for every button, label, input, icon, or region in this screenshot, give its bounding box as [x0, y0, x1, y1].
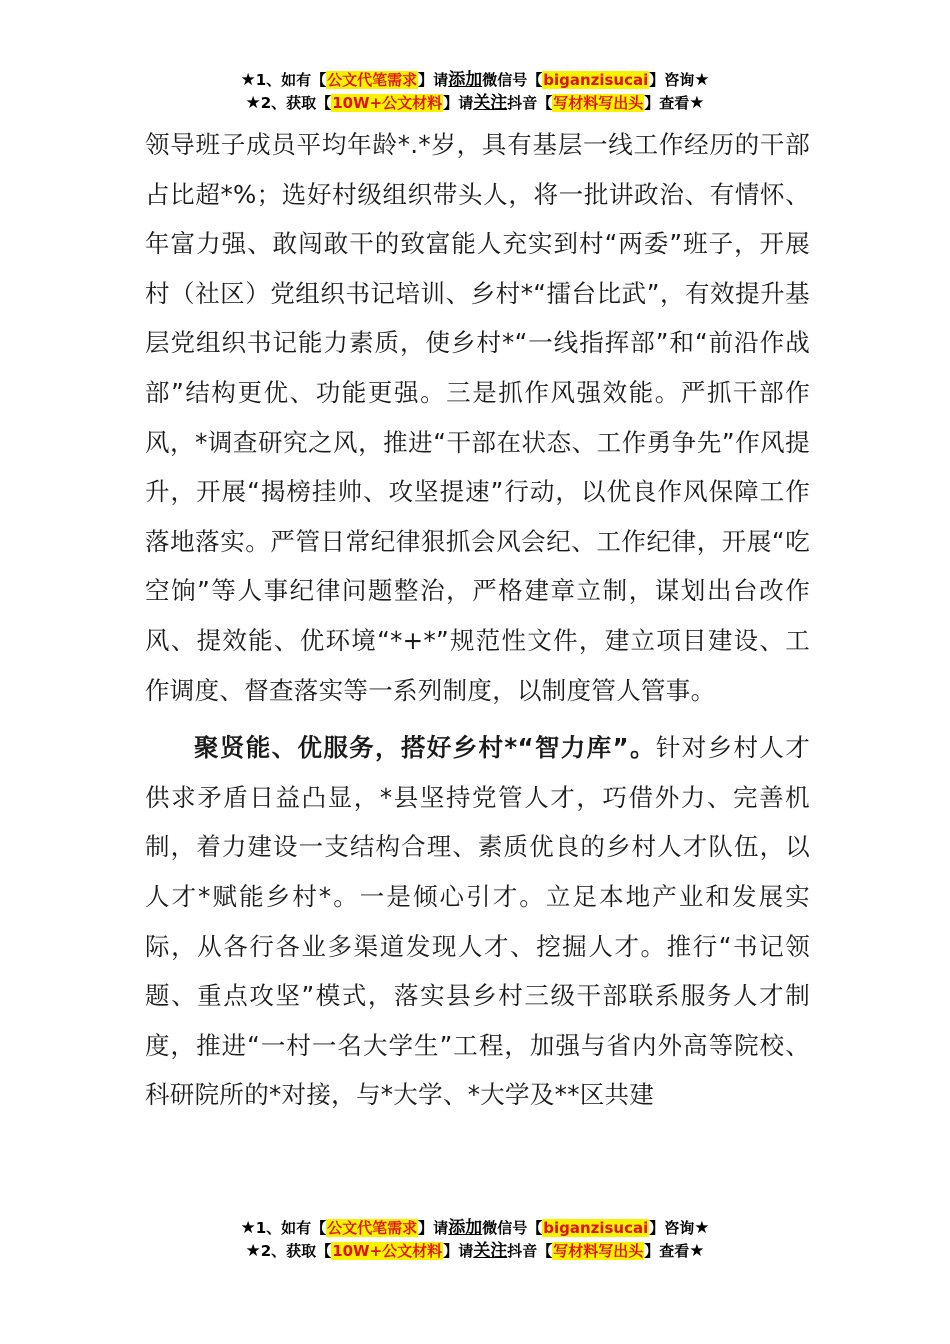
banner-text: 】咨询 [649, 1219, 695, 1237]
banner-highlight-wechat-id: biganzisucai [543, 1219, 649, 1237]
star-icon: ★ [694, 70, 710, 90]
star-icon: ★ [240, 1218, 256, 1238]
banner-highlight-wechat-id: biganzisucai [543, 71, 649, 89]
banner-text: 】请 [443, 94, 474, 112]
banner-text: 】请 [443, 1242, 474, 1260]
banner-text: 】请 [418, 1219, 449, 1237]
banner-underlined-text: 添加 [448, 70, 483, 90]
banner-text: 】请 [418, 71, 449, 89]
banner-underlined-text: 关注 [473, 93, 508, 113]
header-banner-line-2 [0, 92, 950, 115]
banner-highlight: 写材料写出头 [553, 94, 644, 112]
banner-highlight: 10W+公文材料 [332, 1242, 443, 1260]
body-paragraph-1: 领导班子成员平均年龄*.*岁，具有基层一线工作经历的干部占比超*%；选好村级组织带头人，将一批讲政治、有情怀、年富力强、敢闯敢干的致富能人充实到村“两委”班子，开展村（社区）党组织书记培训、乡村*“擂台比武”，有效提升基层党组织书记能力素质，使乡村*“一线指挥部”和“前沿作战部”结构更优、功能更强。三是抓作风强效能。严抓干部作风，*调查研究之风，推进“干部在状态、工作勇争先”作风提升，开展“揭榜挂帅、攻坚提速”行动，以优良作风保障工作落地落实。严管日常纪律狠抓会风会纪、工作纪律，开展“吃空饷”等人事纪律问题整治，严格建章立制，谋划出台改作风、提效能、优环境“*+*”规范性文件，建立项目建设、工作调度、督查落实等一系列制度，以制度管人管事。 [145, 130, 810, 705]
banner-underlined-text: 添加 [448, 1218, 483, 1238]
footer-banner-line-2 [0, 1240, 950, 1263]
banner-highlight: 10W+公文材料 [332, 94, 443, 112]
header-banner-line-1 [0, 69, 950, 92]
banner-highlight: 写材料写出头 [553, 1242, 644, 1260]
star-icon: ★ [245, 93, 261, 113]
paragraph-lead-heading: 聚贤能、优服务，搭好乡村*“智力库”。 [194, 733, 656, 763]
banner-highlight: 公文代笔需求 [327, 71, 418, 89]
header-banner [0, 69, 950, 115]
banner-text: 】咨询 [649, 71, 695, 89]
star-icon: ★ [694, 1218, 710, 1238]
banner-text: 抖音【 [507, 94, 553, 112]
body-paragraph-2 [145, 723, 810, 1120]
banner-underlined-text: 关注 [473, 1241, 508, 1261]
banner-text: 2、获取【 [260, 94, 332, 112]
banner-highlight: 公文代笔需求 [327, 1219, 418, 1237]
footer-banner-line-1 [0, 1217, 950, 1240]
banner-text: 2、获取【 [260, 1242, 332, 1260]
footer-banner [0, 1217, 950, 1263]
banner-text: 抖音【 [507, 1242, 553, 1260]
document-body [145, 120, 810, 1120]
banner-text: 1、如有【 [255, 1219, 327, 1237]
banner-text: 微信号【 [482, 71, 543, 89]
star-icon: ★ [689, 1241, 705, 1261]
star-icon: ★ [240, 70, 256, 90]
banner-text: 1、如有【 [255, 71, 327, 89]
banner-text: 微信号【 [482, 1219, 543, 1237]
star-icon: ★ [245, 1241, 261, 1261]
banner-text: 】查看 [644, 94, 690, 112]
star-icon: ★ [689, 93, 705, 113]
paragraph-text: 针对乡村人才供求矛盾日益凸显，*县坚持党管人才，巧借外力、完善机制，着力建设一支结构合理、素质优良的乡村人才队伍，以人才*赋能乡村*。一是倾心引才。立足本地产业和发展实际，从各行各业多渠道发现人才、挖掘人才。推行“书记领题、重点攻坚”模式，落实县乡村三级干部联系服务人才制度，推进“一村一名大学生”工程，加强与省内外高等院校、科研院所的*对接，与*大学、*大学及**区共建 [145, 733, 810, 1110]
banner-text: 】查看 [644, 1242, 690, 1260]
